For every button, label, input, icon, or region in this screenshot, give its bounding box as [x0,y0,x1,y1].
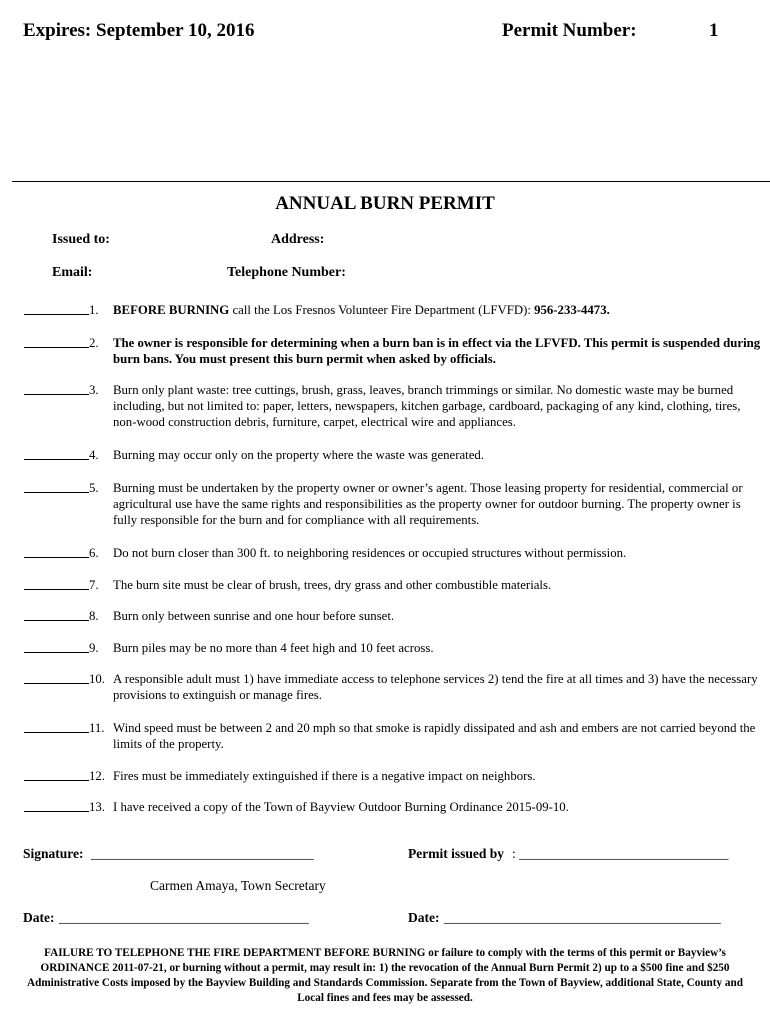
initials-line[interactable] [24,545,89,558]
expiration-date: Expires: September 10, 2016 [23,20,255,41]
penalty-notice: FAILURE TO TELEPHONE THE FIRE DEPARTMENT BEFORE BURNING or failure to comply with the terms of this permit or Bayview’s ORDINANCE 2011-07-21, or burning without a permit, may result in: 1) the revocation of the Annual Burn Permit 2) up to a $500 fine and $250 Administrative Costs imposed by the Bayview Building and Standards Commission. Separate from the Town of Bayview, additional State, County and Local fines and fees may be assessed. [27,947,743,1004]
date-line[interactable]: _____________________________________ [59,910,309,925]
condition-number: 9. [89,641,99,655]
page-title: ANNUAL BURN PERMIT [275,193,495,214]
initials-line[interactable] [24,382,89,395]
secretary-name: Carmen Amaya, Town Secretary [150,878,326,893]
initials-line[interactable] [24,799,89,812]
condition-text [113,302,763,318]
condition-text [113,608,763,624]
condition-number: 1. [89,303,99,317]
condition-body-text: Do not burn closer than 300 ft. to neighboring residences or occupied structures without permission. [113,546,627,560]
condition-body-text: The burn site must be clear of brush, trees, dry grass and other combustible materials. [113,578,552,592]
condition-text [113,335,763,367]
initials-line[interactable] [24,768,89,781]
initials-line[interactable] [24,640,89,653]
issued-to-label: Issued to: [52,232,110,247]
condition-body-text: Wind speed must be between 2 and 20 mph so that smoke is rapidly dissipated and ash and embers are not carried beyond the limits of the property. [113,721,756,751]
condition-body-text: Burn only plant waste: tree cuttings, brush, grass, leaves, branch trimmings or similar. No domestic waste may be burned including, but not limited to: paper, letters, newspapers, kitchen garbage, cardboard, packaging of any kind, clothing, tires, non-wood construction debris, furniture, carpet, electrical wire and appliances. [113,383,741,429]
initials-line[interactable] [24,480,89,493]
condition-number: 5. [89,481,99,495]
permit-number-label: Permit Number: [502,20,637,41]
initials-line[interactable] [24,302,89,315]
initials-line[interactable] [24,671,89,684]
condition-text [113,671,763,703]
condition-text [113,768,763,784]
condition-number: 7. [89,578,99,592]
condition-text [113,720,763,752]
condition-body-text: A responsible adult must 1) have immediate access to telephone services 2) tend the fire at all times and 3) have the necessary provisions to extinguish or manage fires. [113,672,758,702]
initials-line[interactable] [24,447,89,460]
condition-number: 12. [89,769,105,783]
condition-text [113,640,763,656]
condition-number: 3. [89,383,99,397]
permit-issued-by-label: Permit issued by [408,846,504,861]
condition-number: 11. [89,721,105,735]
condition-bold-text: The owner is responsible for determining when a burn ban is in effect via the LFVFD. This permit is suspended during burn bans. You must present this burn permit when asked by officials. [113,336,761,366]
date-label: Date: [23,910,55,925]
condition-number: 13. [89,800,105,814]
permit-number-value: 1 [709,20,719,41]
condition-text [113,545,763,561]
signature-label: Signature: [23,846,84,861]
condition-text [113,577,763,593]
signature-line[interactable]: _________________________________ [91,846,314,861]
condition-bold-suffix: 956-233-4473. [534,303,610,317]
address-label: Address: [271,232,325,247]
condition-body-text: Fires must be immediately extinguished if there is a negative impact on neighbors. [113,769,536,783]
initials-line[interactable] [24,577,89,590]
issuer-date-line[interactable]: _________________________________________ [444,910,721,925]
condition-body-text: Burn piles may be no more than 4 feet high and 10 feet across. [113,641,434,655]
condition-number: 2. [89,336,99,350]
condition-text [113,382,763,430]
initials-line[interactable] [24,720,89,733]
condition-body-text: Burning may occur only on the property where the waste was generated. [113,448,484,462]
condition-number: 6. [89,546,99,560]
initials-line[interactable] [24,335,89,348]
header-divider [12,181,770,182]
condition-body-text: I have received a copy of the Town of Bayview Outdoor Burning Ordinance 2015-09-10. [113,800,569,814]
condition-text [113,480,763,528]
email-label: Email: [52,265,93,280]
condition-body-text: Burn only between sunrise and one hour before sunset. [113,609,395,623]
telephone-label: Telephone Number: [227,265,346,280]
condition-body-text: Burning must be undertaken by the property owner or owner’s agent. Those leasing property for residential, commercial or agricultural use have the same rights and responsibilities as the property owner for outdoor burning. The property owner is fully responsible for the burn and for compliance with all requirements. [113,481,743,527]
issuer-date-label: Date: [408,910,440,925]
condition-body-text: call the Los Fresnos Volunteer Fire Department (LFVFD): [229,303,535,317]
condition-text [113,447,763,463]
condition-number: 10. [89,672,105,686]
condition-number: 4. [89,448,99,462]
initials-line[interactable] [24,608,89,621]
permit-issued-by-line[interactable]: : _______________________________ [512,846,729,861]
condition-number: 8. [89,609,99,623]
condition-bold-text: BEFORE BURNING [113,303,230,317]
condition-text [113,799,763,815]
